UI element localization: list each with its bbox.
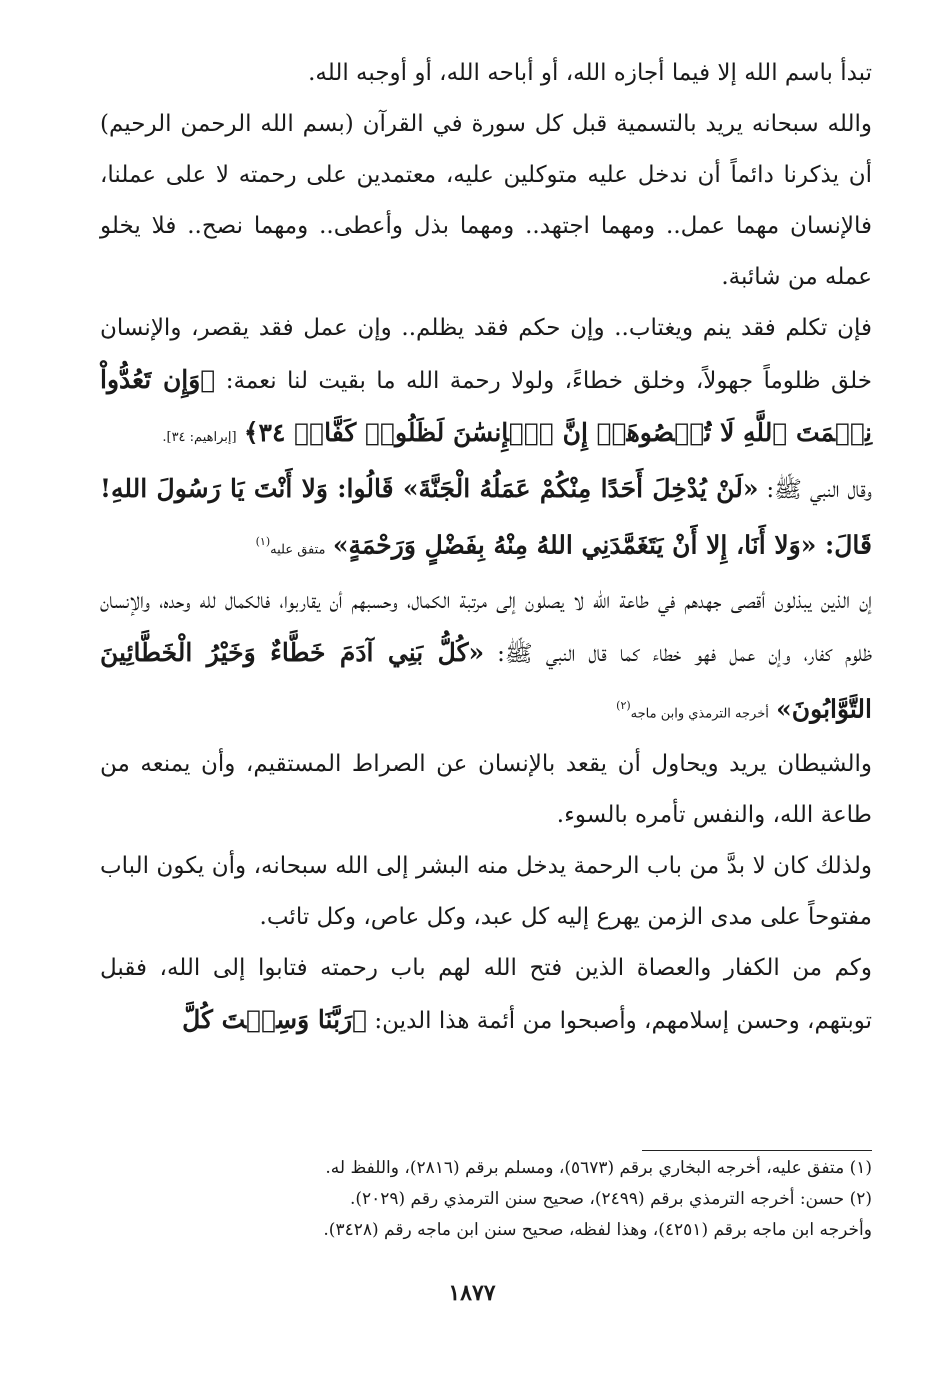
verse-reference: [إبراهيم: ٣٤]. (162, 430, 237, 445)
footnote-1: (١) متفق عليه، أخرجه البخاري برقم (٥٦٧٣)، ومسلم برقم (٢٨١٦)، واللفظ له. (325, 1158, 872, 1178)
hadith-1-reference: متفق عليه (270, 542, 326, 558)
footnote-2-continued: وأخرجه ابن ماجه برقم (٤٢٥١)، وهذا لفظه، صحيح سنن ابن ماجه رقم (٣٤٢٨). (323, 1220, 872, 1240)
paragraph-7-text: ولذلك كان لا بدَّ من باب الرحمة يدخل منه البشر إلى الله سبحانه، وأن يكون الباب مفتوحاً على مدى الزمن يهرع إليه كل عبد، وكل عاص، وكل تائب. (100, 853, 872, 931)
footnote-2: (٢) حسن: أخرجه الترمذي برقم (٢٤٩٩)، صحيح سنن الترمذي رقم (٢٠٢٩). (349, 1189, 872, 1209)
paragraph-3-text: فإن تكلم فقد ينم ويغتاب.. وإن حكم فقد يظلم.. وإن عمل فقد يقصر، والإنسان خلق ظلوماً جهولاً، وخلق خطاءً، ولولا رحمة الله ما بقيت لنا نعمة: (100, 315, 873, 394)
hadith-2-reference: أخرجه الترمذي وابن ماجه (630, 706, 769, 722)
paragraph-7 (100, 841, 872, 943)
paragraph-4 (100, 463, 872, 576)
paragraph-1 (100, 48, 872, 99)
paragraph-5 (100, 576, 872, 740)
footnote-marker-1: (١) (255, 535, 271, 548)
quran-verse-ibrahim: ﴿وَإِن تَعُدُّواْ نِعۡمَتَ ٱللَّهِ لَا تُحۡصُوهَآۗ إِنَّ ٱلۡإِنسَٰنَ لَظَلُومٞ كَفَّارٞ ٣٤﴾ (100, 365, 872, 447)
hadith-2: «كُلُّ بَنِي آدَمَ خَطَّاءٌ وَخَيْرُ الْخَطَّائِينَ التَّوَّابُونَ» (100, 637, 872, 724)
paragraph-2 (100, 99, 872, 303)
page-number: ١٨٧٧ (448, 1280, 496, 1306)
paragraph-6-text: والشيطان يريد ويحاول أن يقعد بالإنسان عن الصراط المستقيم، وأن يمنعه من طاعة الله، والنفس تأمره بالسوء. (100, 751, 872, 829)
footnote-marker-2: (٢) (616, 698, 631, 712)
paragraph-1-text: تبدأ باسم الله إلا فيما أجازه الله، أو أباحه الله، أو أوجبه الله. (308, 60, 872, 86)
footnote-divider (642, 1150, 872, 1151)
paragraph-6 (100, 739, 872, 841)
paragraph-2-text: والله سبحانه يريد بالتسمية قبل كل سورة في القرآن (بسم الله الرحمن الرحيم) أن يذكرنا دائماً أن ندخل عليه متوكلين عليه، معتمدين على رحمته لا على عملنا، فالإنسان مهما عمل.. ومهما اجتهد.. ومهما بذل وأعطى.. ومهما نصح.. فلا يخلو عمله من شائبة. (100, 111, 872, 290)
page-body (100, 48, 872, 1047)
paragraph-8-text: وكم من الكفار والعصاة الذين فتح الله لهم باب رحمته فتابوا إلى الله، فقبل توبتهم، وحسن إسلامهم، وأصبحوا من أئمة هذا الدين: (100, 955, 872, 1035)
paragraph-4-intro: وقال النبي ﷺ: (766, 477, 872, 503)
hadith-1: «لَنْ يُدْخِلَ أَحَدًا مِنْكُمْ عَمَلُهُ الْجَنَّةَ» قَالُوا: وَلا أَنْتَ يَا رَسُولَ اللهِ! قَالَ: «وَلا أَنَا، إِلا أَنْ يَتَغَمَّدَنِي اللهُ مِنْهُ بِفَضْلٍ وَرَحْمَةٍ» (100, 474, 872, 560)
paragraph-8 (100, 943, 872, 1047)
quran-verse-start: ﴿رَبَّنَا وَسِعۡتَ كُلَّ (182, 1005, 368, 1035)
paragraph-5-text: إن الذين يبذلون أقصى جهدهم في طاعة الله لا يصلون إلى مرتبة الكمال، وحسبهم أن يقاربوا، فالكمال لله وحده، والإنسان ظلوم كفار، وإن عمل فهو خطاء كما قال النبي ﷺ: (100, 587, 873, 667)
paragraph-3 (100, 303, 872, 463)
